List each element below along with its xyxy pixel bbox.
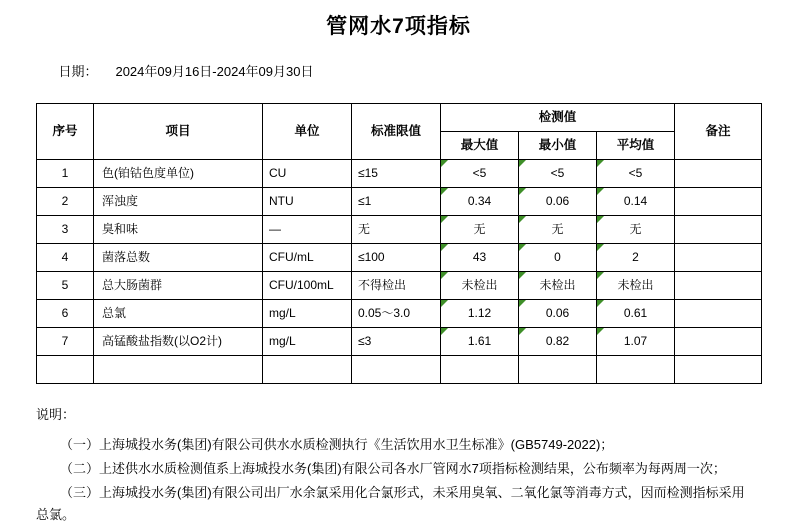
- notes-section: [0, 384, 797, 528]
- cell-blank: [675, 356, 762, 384]
- note-item: （三）上海城投水务(集团)有限公司出厂水余氯采用化合氯形式，未采用臭氧、二氧化氯等消毒方式，因而检测指标采用总氯。: [36, 485, 745, 522]
- cell-max: 无: [441, 216, 519, 244]
- cell-blank: [597, 356, 675, 384]
- header-unit: 单位: [263, 104, 352, 160]
- table-row: [37, 188, 762, 216]
- cell-no: 7: [37, 328, 94, 356]
- table-row: [37, 244, 762, 272]
- cell-item: 色(铂钴色度单位): [94, 160, 263, 188]
- cell-unit: CU: [263, 160, 352, 188]
- cell-item: 浑浊度: [94, 188, 263, 216]
- page-title: 管网水7项指标: [326, 15, 471, 38]
- header-no: 序号: [37, 104, 94, 160]
- cell-min: 0.06: [519, 188, 597, 216]
- cell-blank: [441, 356, 519, 384]
- cell-min: <5: [519, 160, 597, 188]
- cell-remark: [675, 188, 762, 216]
- cell-avg: 1.07: [597, 328, 675, 356]
- cell-max: 0.34: [441, 188, 519, 216]
- cell-avg: 0.14: [597, 188, 675, 216]
- cell-min: 无: [519, 216, 597, 244]
- cell-blank: [519, 356, 597, 384]
- cell-avg: 未检出: [597, 272, 675, 300]
- table-row: [37, 216, 762, 244]
- cell-unit: —: [263, 216, 352, 244]
- cell-item: 总氯: [94, 300, 263, 328]
- cell-no: 5: [37, 272, 94, 300]
- cell-no: 2: [37, 188, 94, 216]
- cell-unit: CFU/mL: [263, 244, 352, 272]
- cell-max: <5: [441, 160, 519, 188]
- cell-avg: 无: [597, 216, 675, 244]
- cell-unit: NTU: [263, 188, 352, 216]
- cell-max: 43: [441, 244, 519, 272]
- cell-max: 1.61: [441, 328, 519, 356]
- header-avg: 平均值: [597, 132, 675, 160]
- cell-min: 未检出: [519, 272, 597, 300]
- cell-limit: ≤15: [352, 160, 441, 188]
- cell-remark: [675, 244, 762, 272]
- cell-avg: 0.61: [597, 300, 675, 328]
- table-row: [37, 272, 762, 300]
- cell-remark: [675, 216, 762, 244]
- cell-min: 0.82: [519, 328, 597, 356]
- cell-max: 1.12: [441, 300, 519, 328]
- cell-remark: [675, 300, 762, 328]
- cell-item: 菌落总数: [94, 244, 263, 272]
- cell-no: 3: [37, 216, 94, 244]
- notes-title: 说明：: [36, 407, 76, 422]
- cell-unit: CFU/100mL: [263, 272, 352, 300]
- cell-limit: ≤3: [352, 328, 441, 356]
- cell-blank: [352, 356, 441, 384]
- table-row: [37, 328, 762, 356]
- note-item: （二）上述供水水质检测值系上海城投水务(集团)有限公司各水厂管网水7项指标检测结果，公布频率为每两周一次；: [60, 461, 726, 476]
- cell-blank: [37, 356, 94, 384]
- table-header-row-1: [37, 104, 762, 132]
- cell-remark: [675, 160, 762, 188]
- cell-remark: [675, 328, 762, 356]
- cell-min: 0: [519, 244, 597, 272]
- table-body: [37, 160, 762, 384]
- cell-item: 臭和味: [94, 216, 263, 244]
- cell-limit: 不得检出: [352, 272, 441, 300]
- cell-blank: [94, 356, 263, 384]
- header-remark: 备注: [675, 104, 762, 160]
- header-limit: 标准限值: [352, 104, 441, 160]
- table-header: [37, 104, 762, 160]
- cell-item: 总大肠菌群: [94, 272, 263, 300]
- cell-min: 0.06: [519, 300, 597, 328]
- cell-limit: ≤100: [352, 244, 441, 272]
- date-label: 日期：: [58, 64, 98, 79]
- header-max: 最大值: [441, 132, 519, 160]
- cell-avg: 2: [597, 244, 675, 272]
- header-item: 项目: [94, 104, 263, 160]
- table-row: [37, 160, 762, 188]
- cell-blank: [263, 356, 352, 384]
- cell-limit: ≤1: [352, 188, 441, 216]
- note-item: （一）上海城投水务(集团)有限公司供水水质检测执行《生活饮用水卫生标准》(GB5749-2022)；: [60, 437, 614, 452]
- cell-no: 4: [37, 244, 94, 272]
- cell-limit: 0.05～3.0: [352, 300, 441, 328]
- header-min: 最小值: [519, 132, 597, 160]
- cell-remark: [675, 272, 762, 300]
- header-detected-group: 检测值: [441, 104, 675, 132]
- cell-unit: mg/L: [263, 300, 352, 328]
- date-line: [0, 46, 797, 103]
- cell-no: 1: [37, 160, 94, 188]
- cell-item: 高锰酸盐指数(以O2计): [94, 328, 263, 356]
- table-row: [37, 300, 762, 328]
- cell-avg: <5: [597, 160, 675, 188]
- cell-no: 6: [37, 300, 94, 328]
- date-value: 2024年09月16日-2024年09月30日: [115, 64, 314, 79]
- table-row-blank: [37, 356, 762, 384]
- cell-max: 未检出: [441, 272, 519, 300]
- cell-unit: mg/L: [263, 328, 352, 356]
- water-quality-table: [36, 103, 762, 384]
- cell-limit: 无: [352, 216, 441, 244]
